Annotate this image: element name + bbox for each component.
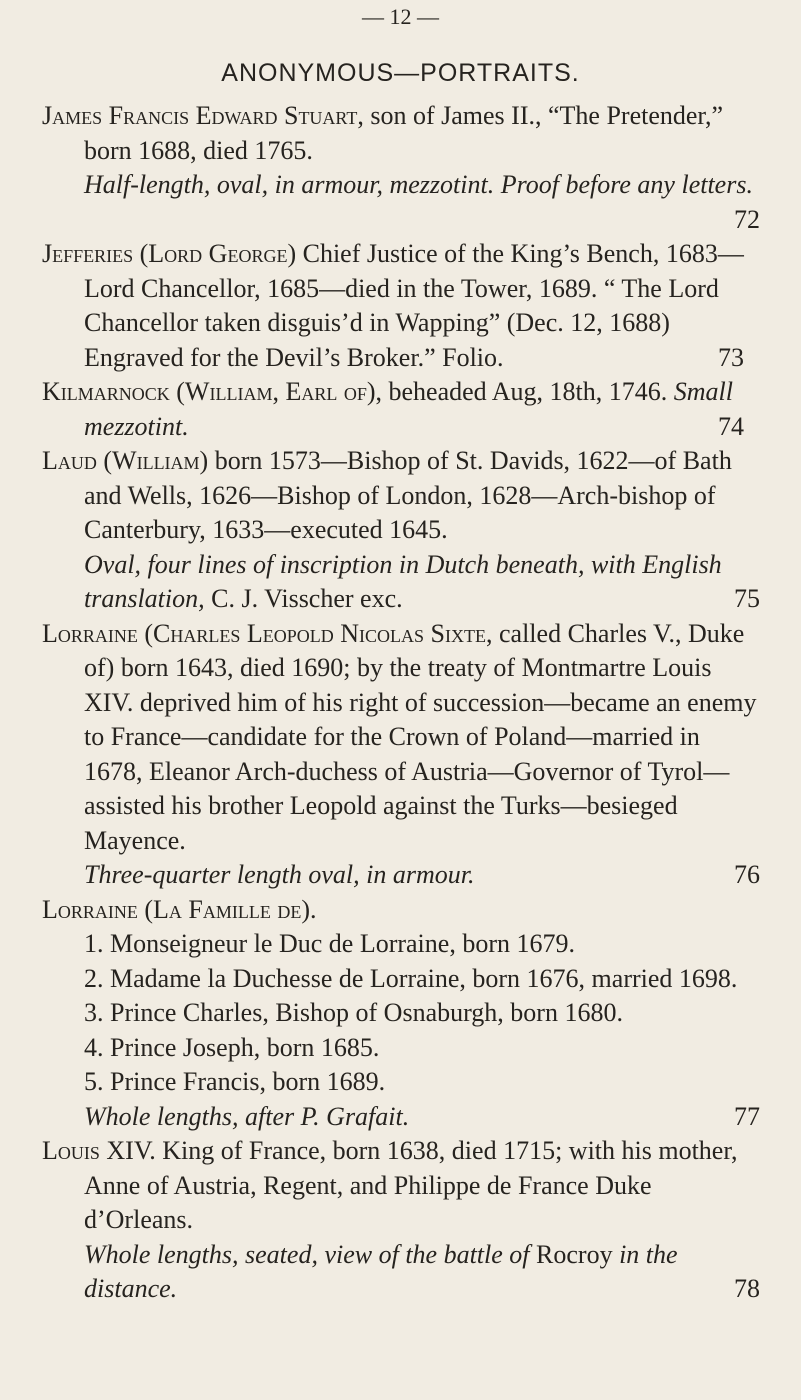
page-number: — 12 — [362, 4, 439, 29]
page-title: ANONYMOUS—PORTRAITS. [221, 59, 580, 87]
entry-name: James Francis Edward Stuart, [42, 101, 364, 130]
entry-77 [42, 893, 760, 1135]
entry-text: called Charles V., Duke of) born 1643, died 1690; by the treaty of Montmartre Louis XIV. deprived him of his right of succession—became an enemy to France—candidate for the Crown of Poland—married in 1678, Eleanor Arch-duchess of Austria—Governor of Tyrol—assisted his brother Leopold against the Turks—besieged Mayence. [84, 618, 757, 855]
entry-name: Lorraine (Charles Leopold Nicolas Sixte, [42, 618, 493, 648]
entry-note: Whole lengths, seated, view of the battle of [84, 1239, 530, 1269]
entry-text: son of James II., “The Pretender,” born 1688, died 1765. [84, 101, 724, 165]
list-item: 3. Prince Charles, Bishop of Osnaburgh, born 1680. [84, 998, 623, 1027]
entry-name: Jefferies (Lord George) [42, 239, 297, 268]
list-item: 2. Madame la Duchesse de Lorraine, born 1676, married 1698. [84, 963, 738, 993]
entry-name: Laud (William) [42, 446, 209, 475]
entry-name: Louis XIV. [42, 1136, 156, 1165]
list-item: 4. Prince Joseph, born 1685. [84, 1032, 380, 1062]
entry-text: born 1573—Bishop of St. Davids, 1622—of Bath and Wells, 1626—Bishop of London, 1628—Arch-bishop of Canterbury, 1633—executed 1645. [84, 446, 732, 544]
entry-78 [42, 1134, 760, 1307]
list-item: 1. Monseigneur le Duc de Lorraine, born 1679. [84, 929, 575, 958]
entry-number: 75 [734, 584, 760, 613]
entry-76 [42, 617, 760, 893]
entry-text: King of France, born 1638, died 1715; with his mother, Anne of Austria, Regent, and Philippe de France Duke d’Orleans. [84, 1136, 738, 1234]
list-item: 5. Prince Francis, born 1689. [84, 1067, 386, 1096]
entry-note-place: Rocroy [529, 1239, 620, 1269]
entry-number: 77 [734, 1101, 760, 1131]
entry-note: Whole lengths, after P. Grafait. [84, 1101, 410, 1131]
entry-72 [42, 99, 760, 237]
entry-note-tail: in the distance. [84, 1239, 678, 1303]
entry-note: Oval, four lines of inscription in Dutch beneath, with English translation, [84, 549, 722, 613]
entry-number: 78 [734, 1274, 760, 1303]
entry-text: beheaded Aug, 18th, 1746. [382, 377, 674, 406]
entry-name: Lorraine (La Famille de). [42, 894, 317, 924]
entry-text: Chief Justice of the King’s Bench, 1683—Lord Chancellor, 1685—died in the Tower, 1689. “ The Lord Chancellor taken disguis’d in Wapping” (Dec. 12, 1688) Engraved for the Devil’s Broker.” Folio. [84, 239, 744, 372]
entry-74: Kilmarnock (William, Earl of), beheaded Aug, 18th, 1746. Small mezzotint. 74 [42, 377, 744, 441]
entry-name: Kilmarnock (William, Earl of), [42, 377, 383, 406]
family-list [42, 927, 760, 1100]
entry-75 [42, 444, 760, 617]
entry-number: 72 [734, 204, 760, 234]
entry-note: Small mezzotint. [84, 377, 733, 441]
entry-73: Jefferies (Lord George) Chief Justice of the King’s Bench, 1683—Lord Chancellor, 1685—died in the Tower, 1689. “ The Lord Chancellor taken disguis’d in Wapping” (Dec. 12, 1688) Engraved for the Devil’s Broker.” Folio. 73 [42, 239, 744, 372]
entry-note: Half-length, oval, in armour, mezzotint. Proof before any letters. [84, 170, 753, 199]
catalogue-entries [42, 99, 760, 1307]
entry-number: 76 [734, 860, 760, 889]
entry-note: Three-quarter length oval, in armour. [84, 860, 475, 889]
entry-note-tail: C. J. Visscher exc. [204, 584, 403, 613]
